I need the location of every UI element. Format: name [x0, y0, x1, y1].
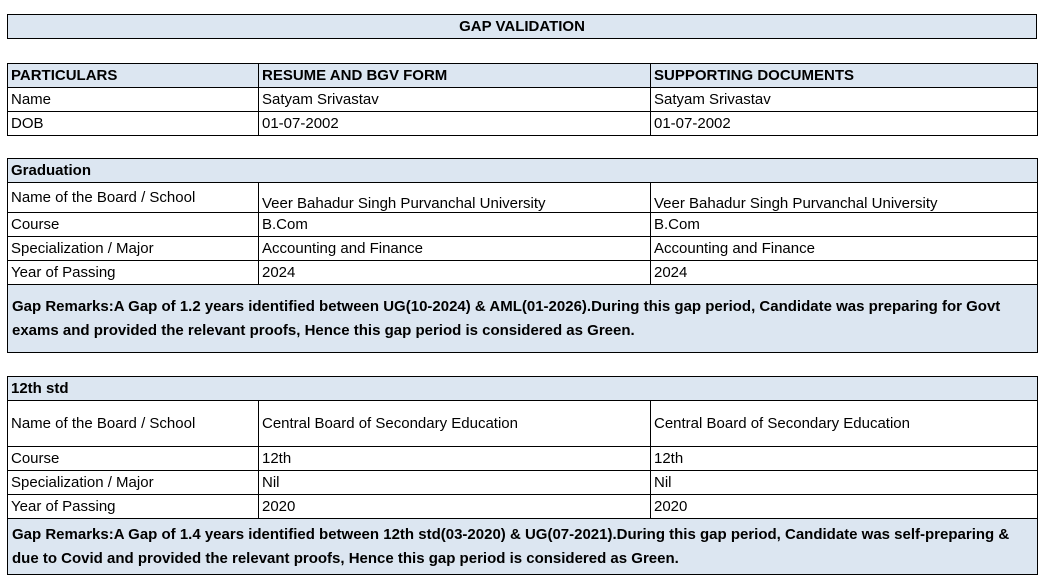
twelfth-table	[7, 376, 1037, 575]
table-row	[8, 401, 1038, 447]
table-row	[8, 495, 1038, 519]
table-row	[8, 237, 1038, 261]
resume-value: 01-07-2002	[259, 112, 651, 136]
header-particulars: PARTICULARS	[8, 64, 259, 88]
docs-value: 01-07-2002	[651, 112, 1038, 136]
docs-value: B.Com	[651, 213, 1038, 237]
row-label: Name	[8, 88, 259, 112]
gap-remarks: Gap Remarks:A Gap of 1.4 years identified between 12th std(03-2020) & UG(07-2021).During this gap period, Candidate was self-preparing & due to Covid and provided the relevant proofs, Hence this gap period is considered as Green.	[8, 519, 1038, 575]
docs-value: Veer Bahadur Singh Purvanchal University	[651, 183, 1038, 213]
section-heading: 12th std	[8, 377, 1038, 401]
resume-value: Nil	[259, 471, 651, 495]
row-label: Name of the Board / School	[8, 401, 259, 447]
personal-table	[7, 63, 1037, 136]
resume-value: 2024	[259, 261, 651, 285]
docs-value: Accounting and Finance	[651, 237, 1038, 261]
docs-value: 12th	[651, 447, 1038, 471]
resume-value: Satyam Srivastav	[259, 88, 651, 112]
docs-value: 2024	[651, 261, 1038, 285]
table-row	[8, 183, 1038, 213]
row-label: Course	[8, 447, 259, 471]
table-row	[8, 261, 1038, 285]
page-title: GAP VALIDATION	[8, 15, 1037, 39]
row-label: Course	[8, 213, 259, 237]
table-row	[8, 471, 1038, 495]
table-row	[8, 447, 1038, 471]
row-label: DOB	[8, 112, 259, 136]
resume-value: Accounting and Finance	[259, 237, 651, 261]
table-row	[8, 88, 1038, 112]
row-label: Name of the Board / School	[8, 183, 259, 213]
row-label: Year of Passing	[8, 495, 259, 519]
docs-value: Nil	[651, 471, 1038, 495]
header-supporting-docs: SUPPORTING DOCUMENTS	[651, 64, 1038, 88]
docs-value: 2020	[651, 495, 1038, 519]
resume-value: Veer Bahadur Singh Purvanchal University	[259, 183, 651, 213]
table-row	[8, 213, 1038, 237]
row-label: Specialization / Major	[8, 237, 259, 261]
graduation-table	[7, 158, 1037, 353]
section-heading: Graduation	[8, 159, 1038, 183]
docs-value: Satyam Srivastav	[651, 88, 1038, 112]
table-row	[8, 112, 1038, 136]
resume-value: 12th	[259, 447, 651, 471]
row-label: Year of Passing	[8, 261, 259, 285]
row-label: Specialization / Major	[8, 471, 259, 495]
resume-value: 2020	[259, 495, 651, 519]
header-row	[8, 64, 1038, 88]
resume-value: Central Board of Secondary Education	[259, 401, 651, 447]
gap-remarks: Gap Remarks:A Gap of 1.2 years identified between UG(10-2024) & AML(01-2026).During this gap period, Candidate was preparing for Govt exams and provided the relevant proofs, Hence this gap period is considered as Green.	[8, 285, 1038, 353]
resume-value: B.Com	[259, 213, 651, 237]
docs-value: Central Board of Secondary Education	[651, 401, 1038, 447]
title-block	[7, 14, 1037, 39]
header-resume: RESUME AND BGV FORM	[259, 64, 651, 88]
